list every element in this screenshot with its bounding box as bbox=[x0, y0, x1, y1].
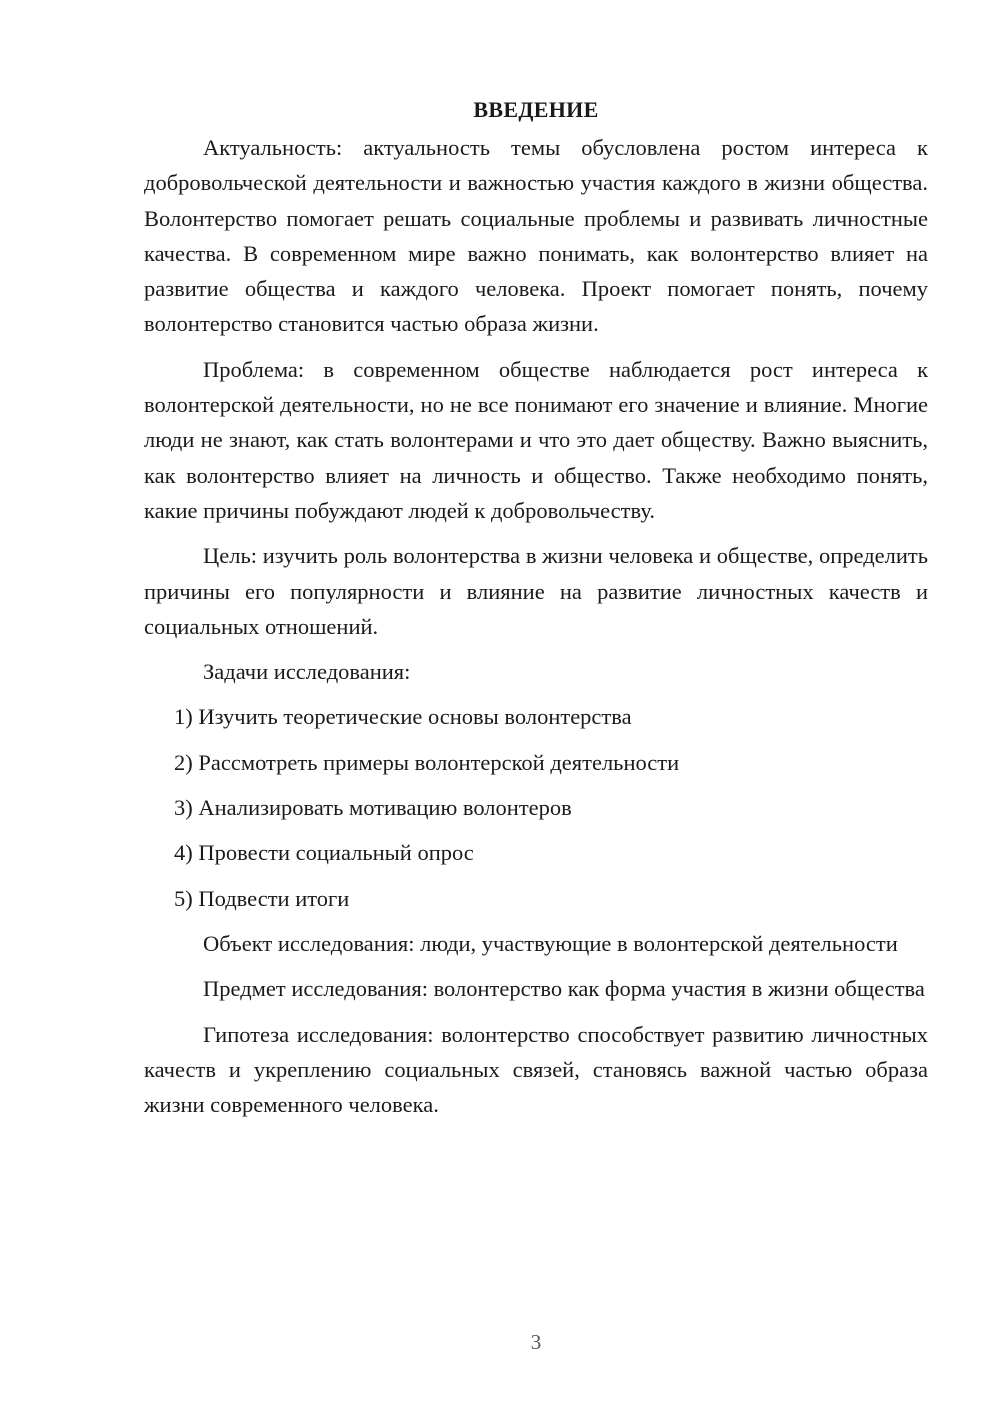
task-item: 3) Анализировать мотивацию волонтеров bbox=[174, 795, 572, 821]
tasks-list bbox=[144, 699, 928, 915]
page-number: 3 bbox=[530, 1330, 542, 1354]
document-page bbox=[144, 92, 928, 1132]
task-item: 5) Подвести итоги bbox=[174, 885, 350, 911]
subject-paragraph: Предмет исследования: волонтерство как форма участия в жизни общества bbox=[203, 976, 925, 1002]
object-paragraph: Объект исследования: люди, участвующие в волонтерской деятельности bbox=[203, 930, 898, 956]
tasks-heading: Задачи исследования: bbox=[203, 659, 411, 685]
hypothesis-paragraph: Гипотеза исследования: волонтерство способствует развитию личностных качеств и укреплению социальных связей, становясь важной частью образа жизни современного человека. bbox=[144, 1021, 928, 1118]
task-item: 1) Изучить теоретические основы волонтерства bbox=[174, 704, 632, 730]
goal-paragraph: Цель: изучить роль волонтерства в жизни человека и обществе, определить причины его популярности и влияние на развитие личностных качеств и социальных отношений. bbox=[144, 543, 928, 639]
problem-paragraph: Проблема: в современном обществе наблюдается рост интереса к волонтерской деятельности, но не все понимают его значение и влияние. Многие люди не знают, как стать волонтерами и что это дает обществу. Важно выяснить, как волонтерство влияет на личность и общество. Также необходимо понять, какие причины побуждают людей к добровольчеству. bbox=[144, 356, 928, 523]
page-title: ВВЕДЕНИЕ bbox=[473, 97, 599, 122]
relevance-paragraph: Актуальность: актуальность темы обусловлена ростом интереса к добровольческой деятельности и важностью участия каждого в жизни общества. Волонтерство помогает решать социальные проблемы и развивать личностные качества. В современном мире важно понимать, как волонтерство влияет на развитие общества и каждого человека. Проект помогает понять, почему волонтерство становится частью образа жизни. bbox=[144, 135, 928, 337]
task-item: 2) Рассмотреть примеры волонтерской деятельности bbox=[174, 749, 680, 775]
task-item: 4) Провести социальный опрос bbox=[174, 840, 474, 866]
